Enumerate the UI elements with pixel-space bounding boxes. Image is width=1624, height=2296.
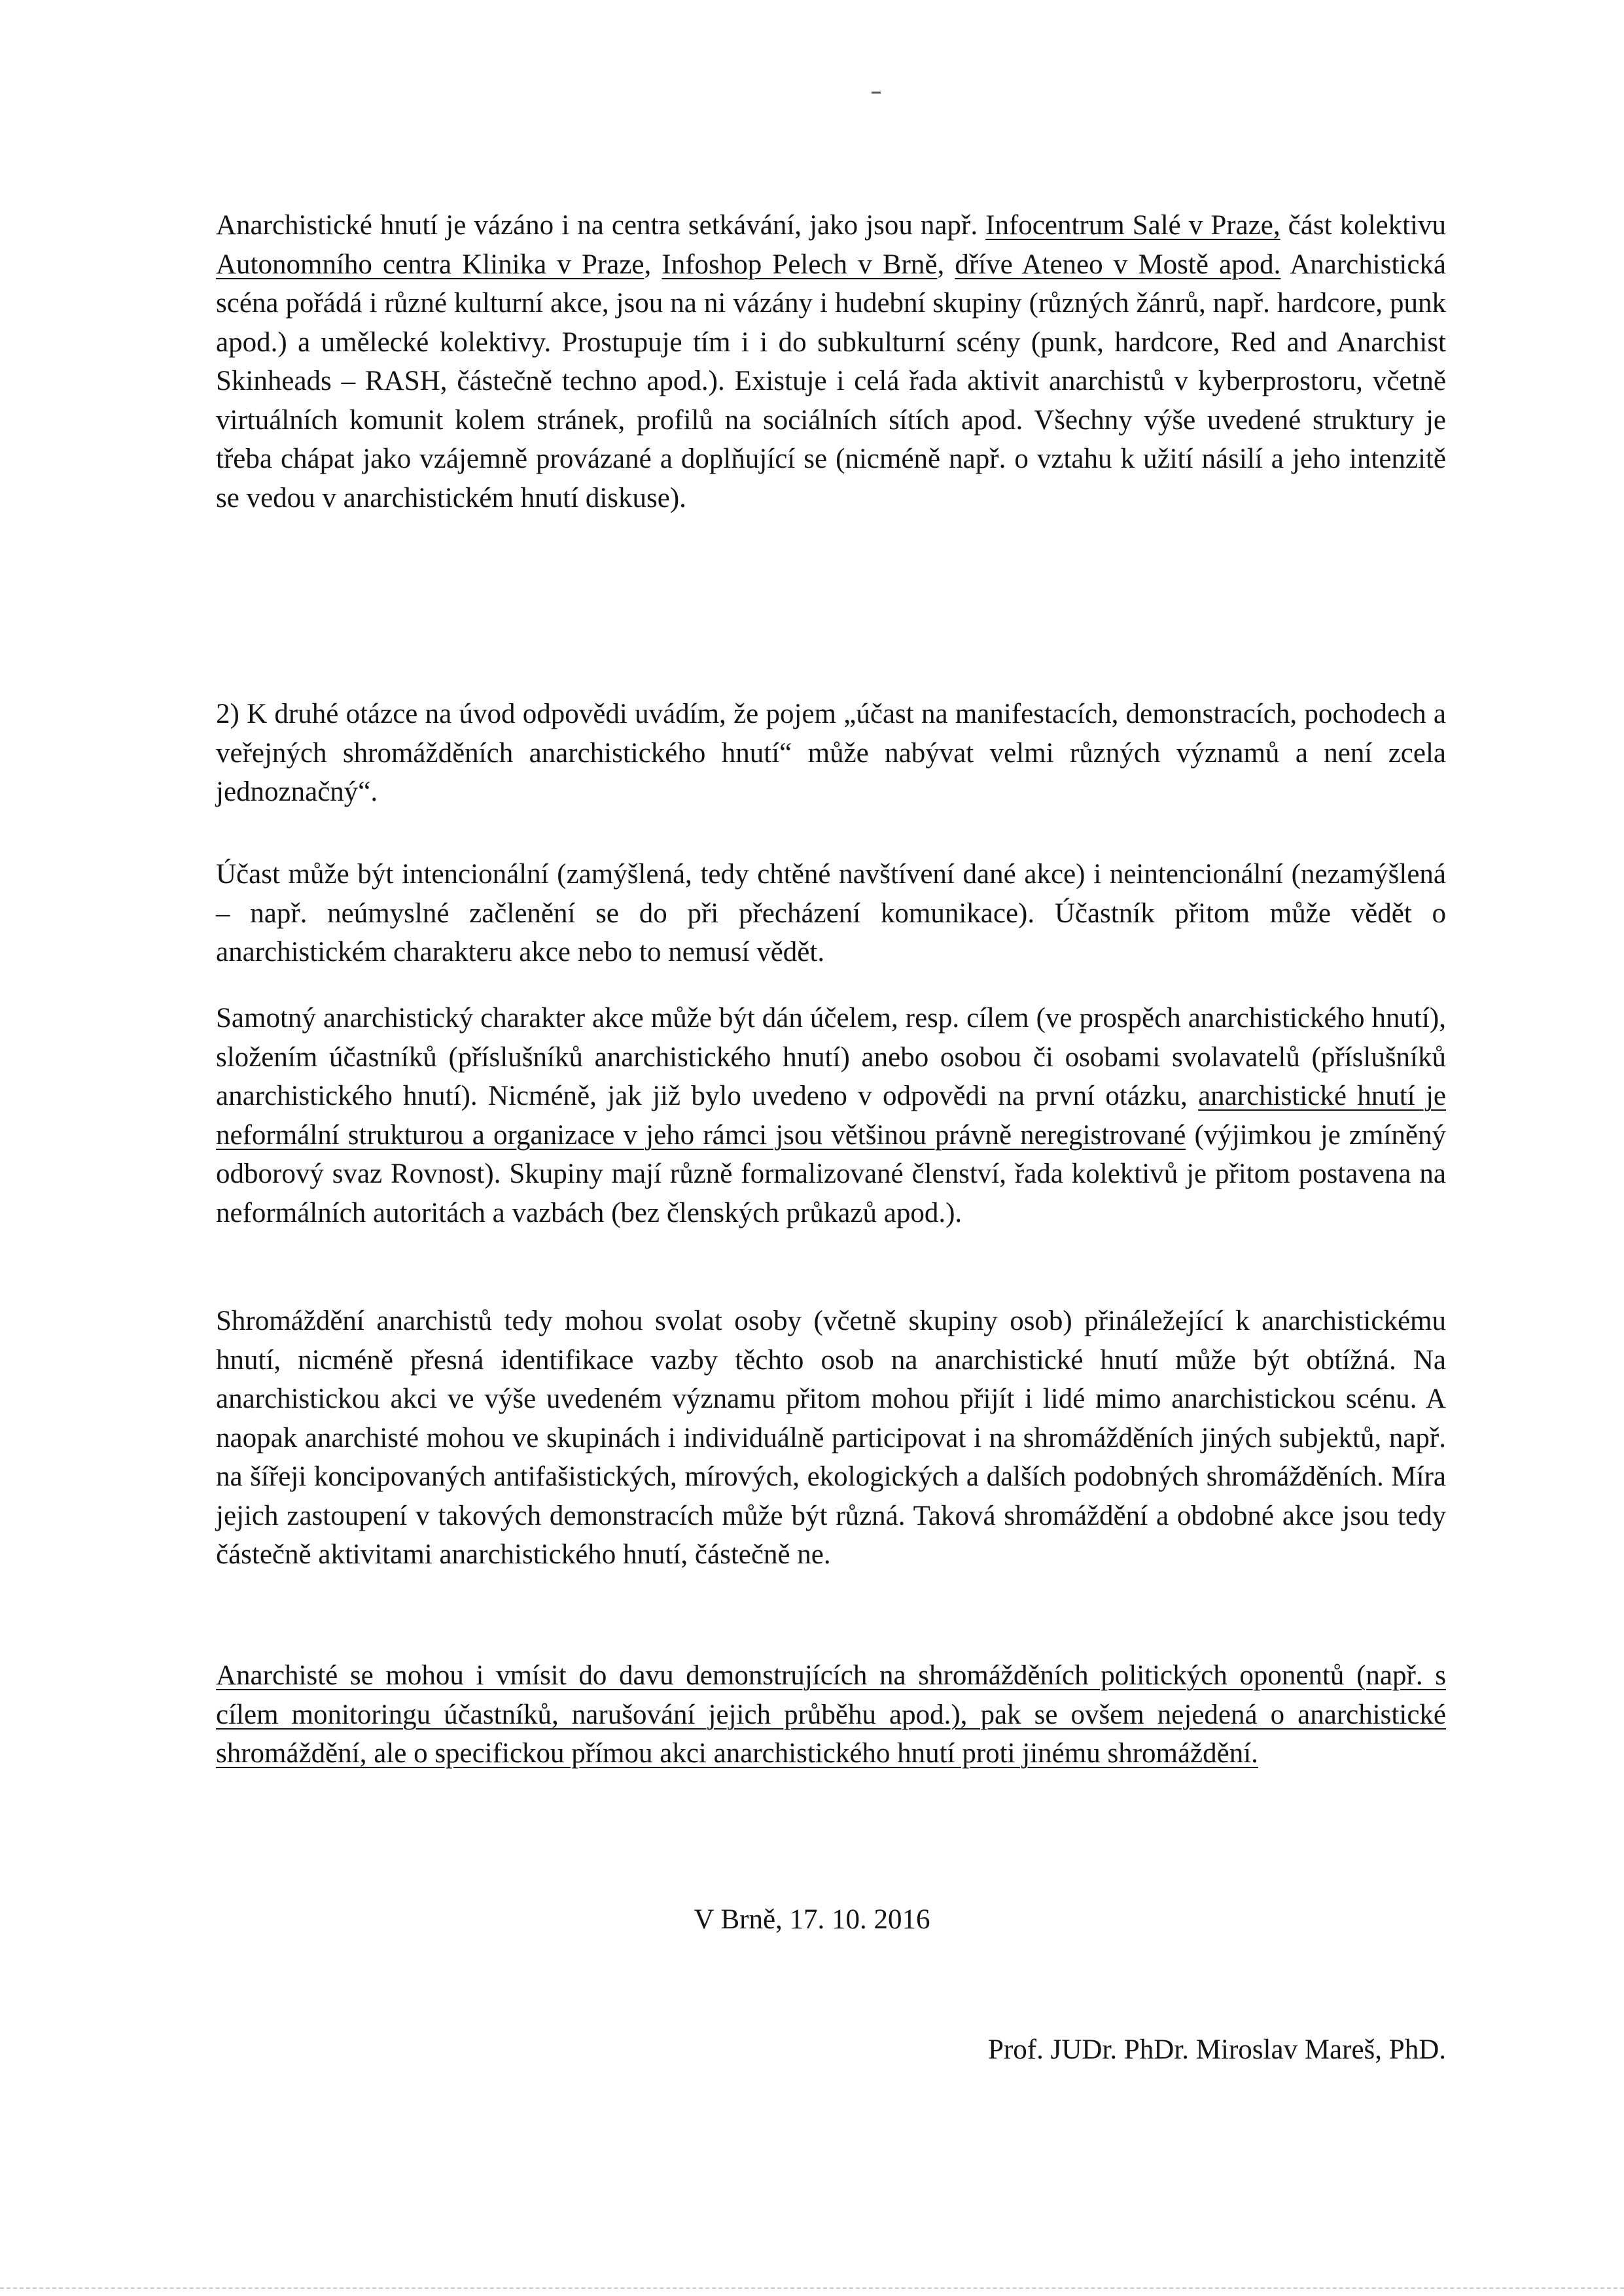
p1-text: část kolektivu (1280, 210, 1446, 241)
p1-text: Anarchistické hnutí je vázáno i na centra setkávání, jako jsou např. (216, 210, 986, 241)
paragraph-infiltration (216, 1656, 1446, 1773)
p1-underlined-infocentrum: Infocentrum Salé v Praze, (985, 210, 1280, 241)
p1-text: , (937, 249, 955, 280)
paragraph-meeting-centres (216, 206, 1446, 517)
page-top-mark (872, 92, 881, 94)
p1-underlined-ateneo: dříve Ateneo v Mostě apod. (955, 249, 1281, 280)
p1-underlined-klinika: Autonomního centra Klinika v Praze (216, 249, 644, 280)
dateline: V Brně, 17. 10. 2016 (694, 1904, 930, 1935)
p1-text: Anarchistická scéna pořádá i různé kulturní akce, jsou na ni vázány i hudební skupiny (různých žánrů, např. hardcore, punk apod.) a umělecké kolektivy. Prostupuje tím i i do subkulturní scény (punk, hardcore, Red and Anarchist Skinheads – RASH, částečně techno apod.). Existuje i celá řada aktivit anarchistů v kyberprostoru, včetně virtuálních komunit kolem stránek, profilů na sociálních sítích apod. Všechny výše uvedené struktury je třeba chápat jako vzájemně provázané a doplňující se (nicméně např. o vztahu k užití násilí a jeho intenzitě se vedou v anarchistickém hnutí diskuse). (216, 249, 1447, 513)
paragraph-second-question (216, 695, 1446, 812)
p1-text: , (644, 249, 662, 280)
p4-text: (výjimkou je zmíněný odborový svaz Rovnost). Skupiny mají různě formalizované členství, řada kolektivů je přitom postavena na neformálních autoritách a vazbách (bez členských průkazů apod.). (216, 1119, 1446, 1228)
paragraph-participation (216, 855, 1446, 972)
p4-text: Samotný anarchistický charakter akce může být dán účelem, resp. cílem (ve prospěch anarchistického hnutí), složením účastníků (příslušníků anarchistického hnutí) anebo osobou či osobami svolavatelů (příslušníků anarchistického hnutí). Nicméně, jak již bylo uvedeno v odpovědi na první otázku, (216, 1003, 1446, 1111)
paragraph-anarchist-character (216, 999, 1446, 1232)
p3-text: Účast může být intencionální (zamýšlená, tedy chtěné navštívení dané akce) i neintencionální (nezamýšlená – např. neúmyslné začlenění se do při přecházení komunikace). Účastník přitom může vědět o anarchistickém charakteru akce nebo to nemusí vědět. (216, 859, 1446, 967)
p6-underlined-text: Anarchisté se mohou i vmísit do davu demonstrujících na shromážděních politických oponentů (např. s cílem monitoringu účastníků, narušování jejich průběhu apod.), pak se ovšem nejedená o anarchistické shromáždění, ale o specifickou přímou akci anarchistického hnutí proti jinému shromáždění. (216, 1660, 1446, 1769)
paragraph-assemblies (216, 1302, 1446, 1574)
scan-edge-line (0, 2287, 1624, 2289)
p2-text: 2) K druhé otázce na úvod odpovědi uvádím, že pojem „účast na manifestacích, demonstracích, pochodech a veřejných shromážděních anarchistického hnutí“ může nabývat velmi různých významů a není zcela jednoznačný“. (216, 699, 1446, 807)
p5-text: Shromáždění anarchistů tedy mohou svolat osoby (včetně skupiny osob) přináležející k anarchistickému hnutí, nicméně přesná identifikace vazby těchto osob na anarchistické hnutí může být obtížná. Na anarchistickou akci ve výše uvedeném významu přitom mohou přijít i lidé mimo anarchistickou scénu. A naopak anarchisté mohou ve skupinách i individuálně participovat i na shromážděních jiných subjektů, např. na šířeji koncipovaných antifašistických, mírových, ekologických a dalších podobných shromážděních. Míra jejich zastoupení v takových demonstracích může být různá. Taková shromáždění a obdobné akce jsou tedy částečně aktivitami anarchistického hnutí, částečně ne. (216, 1306, 1446, 1570)
p1-underlined-pelech: Infoshop Pelech v Brně (662, 249, 938, 280)
signature-name: Prof. JUDr. PhDr. Miroslav Mareš, PhD. (988, 2034, 1446, 2065)
p4-underlined-informal-structure: anarchistické hnutí je neformální strukturou a organizace v jeho rámci jsou většinou právně neregistrované (216, 1081, 1447, 1151)
